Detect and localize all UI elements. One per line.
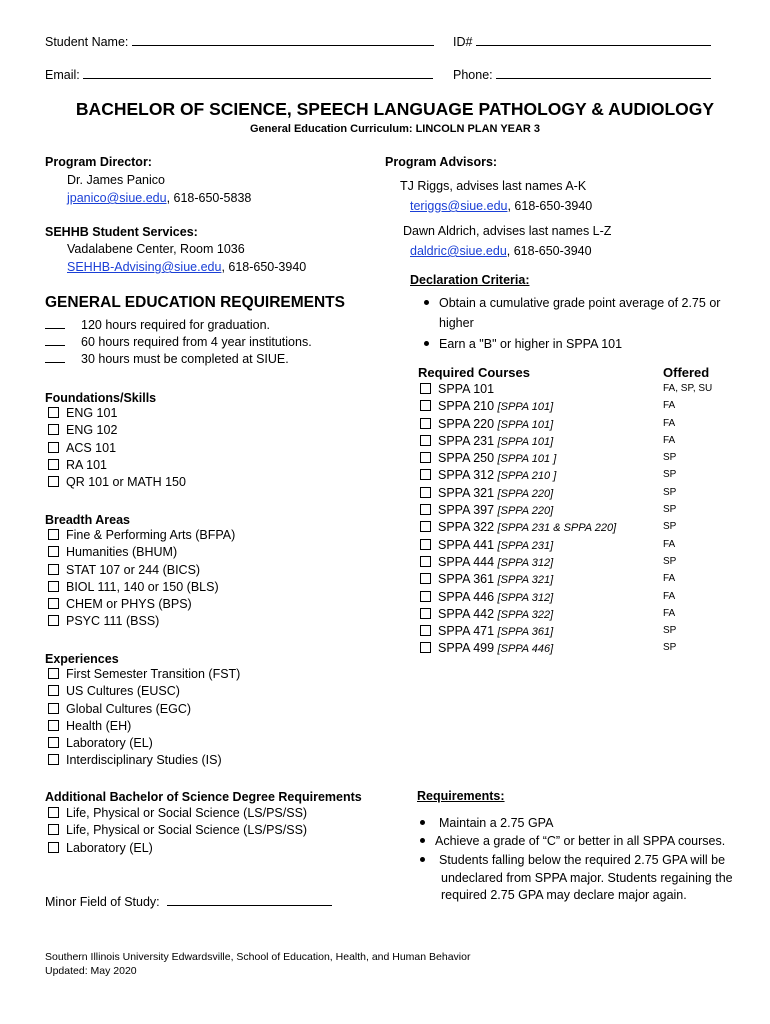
bullet-icon xyxy=(420,857,425,862)
declaration-item-1 xyxy=(424,296,720,310)
required-courses-heading: Required Courses xyxy=(418,365,530,380)
course-prereq: [SPPA 101] xyxy=(497,418,554,431)
offered-column xyxy=(663,380,712,657)
course-row[interactable] xyxy=(420,485,616,502)
list-item[interactable] xyxy=(48,544,235,561)
requirement-item-3-cont-1: undeclared from SPPA major. Students regaining the xyxy=(441,871,733,885)
id-label: ID# xyxy=(453,35,473,49)
requirements-heading: Requirements: xyxy=(417,789,505,803)
checkbox[interactable] xyxy=(420,625,431,636)
gen-ed-req-1 xyxy=(45,317,270,332)
course-name: SPPA 101 xyxy=(438,382,495,396)
offered-value: FA xyxy=(663,400,676,412)
offered-value: FA xyxy=(663,590,676,602)
course-row[interactable] xyxy=(420,398,616,415)
list-item[interactable] xyxy=(48,579,235,596)
checkbox[interactable] xyxy=(420,435,431,446)
list-item-label: First Semester Transition (FST) xyxy=(66,667,241,681)
checkbox[interactable] xyxy=(48,720,59,731)
checkbox[interactable] xyxy=(48,407,59,418)
course-row[interactable] xyxy=(420,519,616,536)
offered-value: SP xyxy=(663,625,677,637)
minor-label: Minor Field of Study: xyxy=(45,895,160,909)
course-row[interactable] xyxy=(420,554,616,571)
course-row[interactable] xyxy=(420,537,616,554)
course-prereq: [SPPA 220] xyxy=(497,505,554,518)
list-item-label: Global Cultures (EGC) xyxy=(66,701,192,716)
course-name: SPPA 441 xyxy=(438,537,495,552)
checkbox[interactable] xyxy=(48,476,59,487)
experiences-heading: Experiences xyxy=(45,652,119,666)
list-item-label: STAT 107 or 244 (BICS) xyxy=(66,562,201,577)
checkbox[interactable] xyxy=(48,842,59,853)
course-prereq: [SPPA 101] xyxy=(497,401,554,414)
checkbox[interactable] xyxy=(420,591,431,602)
email-field[interactable] xyxy=(45,66,433,82)
course-name: SPPA 361 xyxy=(438,572,495,587)
student-name-field[interactable] xyxy=(45,33,434,49)
experiences-list xyxy=(48,666,240,770)
course-row[interactable] xyxy=(420,433,616,450)
footer-institution: Southern Illinois University Edwardsville, School of Education, Health, and Human Behavior xyxy=(45,951,471,963)
offered-value: SP xyxy=(663,555,677,567)
list-item-label: Humanities (BHUM) xyxy=(66,545,178,560)
course-row[interactable] xyxy=(420,416,616,433)
gen-ed-req-2-text: 60 hours required from 4 year institutions. xyxy=(81,335,312,349)
offered-value: FA, SP, SU xyxy=(663,383,713,394)
checkbox[interactable] xyxy=(48,546,59,557)
course-prereq: [SPPA 312] xyxy=(497,591,554,604)
course-prereq: [SPPA 231 & SPPA 220] xyxy=(497,522,617,535)
program-advisors-heading: Program Advisors: xyxy=(385,155,498,169)
list-item[interactable] xyxy=(48,718,240,735)
checkbox[interactable] xyxy=(48,442,59,453)
checkbox[interactable] xyxy=(420,452,431,463)
list-item[interactable] xyxy=(48,562,235,579)
course-prereq: [SPPA 210 ] xyxy=(497,470,557,483)
declaration-item-2-text: Earn a "B" or higher in SPPA 101 xyxy=(439,337,623,351)
list-item-label: Life, Physical or Social Science (LS/PS/SS) xyxy=(66,823,308,838)
course-prereq: [SPPA 231] xyxy=(497,539,554,552)
offered-value: SP xyxy=(663,642,677,654)
list-item-label: Health (EH) xyxy=(66,718,132,733)
student-services-heading: SEHHB Student Services: xyxy=(45,225,198,239)
phone-line[interactable] xyxy=(496,66,711,79)
course-prereq: [SPPA 321] xyxy=(497,574,554,587)
course-row[interactable] xyxy=(420,606,616,623)
offered-heading: Offered xyxy=(663,365,710,380)
list-item-label: Laboratory (EL) xyxy=(66,736,153,751)
offered-value: FA xyxy=(663,607,676,619)
student-name-label: Student Name: xyxy=(45,35,129,49)
bullet-icon xyxy=(420,838,425,843)
advisor-2-phone: , 618-650-3940 xyxy=(506,244,592,258)
program-director-contact xyxy=(67,191,251,205)
list-item[interactable] xyxy=(48,527,235,544)
course-name: SPPA 312 xyxy=(438,468,495,483)
blank-line[interactable] xyxy=(45,334,65,346)
course-name: SPPA 446 xyxy=(438,589,495,604)
footer-updated: Updated: May 2020 xyxy=(45,965,137,977)
list-item[interactable] xyxy=(48,822,307,839)
program-director-name: Dr. James Panico xyxy=(67,173,165,187)
checkbox[interactable] xyxy=(420,608,431,619)
advisor-2-email-link[interactable]: daldric@siue.edu xyxy=(410,244,507,258)
list-item-label: QR 101 or MATH 150 xyxy=(66,475,186,490)
list-item-label: PSYC 111 (BSS) xyxy=(66,614,160,629)
offered-value: SP xyxy=(663,469,677,481)
checkbox[interactable] xyxy=(48,824,59,835)
list-item-label: Life, Physical or Social Science (LS/PS/SS) xyxy=(66,806,308,820)
list-item[interactable] xyxy=(48,596,235,613)
email-line[interactable] xyxy=(83,66,433,79)
checkbox[interactable] xyxy=(420,469,431,480)
list-item-label: ACS 101 xyxy=(66,440,117,455)
list-item[interactable] xyxy=(48,474,186,491)
course-row[interactable] xyxy=(420,589,616,606)
checkbox[interactable] xyxy=(48,668,59,679)
course-row[interactable] xyxy=(420,467,616,484)
program-director-heading: Program Director: xyxy=(45,155,152,169)
advisor-2-contact xyxy=(410,244,592,258)
page-title: BACHELOR OF SCIENCE, SPEECH LANGUAGE PATHOLOGY & AUDIOLOGY xyxy=(75,99,715,119)
additional-bs-heading: Additional Bachelor of Science Degree Requirements xyxy=(45,790,362,804)
checkbox[interactable] xyxy=(420,556,431,567)
course-prereq: [SPPA 446] xyxy=(497,643,554,656)
course-prereq: [SPPA 101] xyxy=(497,435,554,448)
requirement-item-1-text: Maintain a 2.75 GPA xyxy=(439,816,554,830)
course-name: SPPA 471 xyxy=(438,624,495,639)
requirement-item-2-text: Achieve a grade of “C” or better in all SPPA courses. xyxy=(435,834,726,848)
student-services-location: Vadalabene Center, Room 1036 xyxy=(67,242,245,256)
advisor-1-contact xyxy=(410,199,592,213)
list-item[interactable] xyxy=(48,457,186,474)
checkbox[interactable] xyxy=(48,807,59,818)
list-item-label: Laboratory (EL) xyxy=(66,840,153,855)
course-prereq: [SPPA 101 ] xyxy=(497,453,557,466)
offered-value: SP xyxy=(663,521,677,533)
list-item-label: Fine & Performing Arts (BFPA) xyxy=(66,528,236,542)
list-item[interactable] xyxy=(48,422,186,439)
offered-value: FA xyxy=(663,417,676,429)
checkbox[interactable] xyxy=(420,487,431,498)
requirement-item-3 xyxy=(420,853,725,867)
blank-line[interactable] xyxy=(45,317,65,329)
declaration-item-1-text: Obtain a cumulative grade point average of 2.75 or xyxy=(439,296,721,310)
requirement-item-2 xyxy=(420,834,725,848)
checkbox[interactable] xyxy=(420,418,431,429)
list-item-label: BIOL 111, 140 or 150 (BLS) xyxy=(66,579,219,594)
foundations-heading: Foundations/Skills xyxy=(45,391,157,405)
course-name: SPPA 321 xyxy=(438,485,495,500)
list-item-label: US Cultures (EUSC) xyxy=(66,684,180,699)
phone-label: Phone: xyxy=(453,68,493,82)
program-director-phone: , 618-650-5838 xyxy=(166,191,252,205)
email-label: Email: xyxy=(45,68,80,82)
course-name: SPPA 231 xyxy=(438,433,495,448)
checkbox[interactable] xyxy=(48,685,59,696)
course-row[interactable] xyxy=(420,640,616,657)
student-services-phone: , 618-650-3940 xyxy=(221,260,307,274)
advisor-1-phone: , 618-650-3940 xyxy=(507,199,593,213)
advisor-2: Dawn Aldrich, advises last names L-Z xyxy=(403,224,612,238)
list-item[interactable] xyxy=(48,735,240,752)
list-item[interactable] xyxy=(48,805,307,822)
list-item-label: ENG 102 xyxy=(66,423,118,438)
list-item-label: CHEM or PHYS (BPS) xyxy=(66,597,192,612)
gen-ed-req-2 xyxy=(45,334,312,349)
course-prereq: [SPPA 312] xyxy=(497,556,554,569)
offered-value: SP xyxy=(663,504,677,516)
checkbox[interactable] xyxy=(420,642,431,653)
checkbox[interactable] xyxy=(420,539,431,550)
id-line[interactable] xyxy=(476,33,711,46)
checkbox[interactable] xyxy=(48,581,59,592)
list-item[interactable] xyxy=(48,701,240,718)
declaration-item-2 xyxy=(424,337,622,351)
checkbox[interactable] xyxy=(48,564,59,575)
checkbox[interactable] xyxy=(48,615,59,626)
gen-ed-req-1-text: 120 hours required for graduation. xyxy=(81,318,271,332)
breadth-heading: Breadth Areas xyxy=(45,513,130,527)
course-prereq: [SPPA 361] xyxy=(497,626,554,639)
list-item[interactable] xyxy=(48,840,307,857)
foundations-list xyxy=(48,405,186,491)
student-name-line[interactable] xyxy=(132,33,434,46)
course-name: SPPA 322 xyxy=(438,520,495,535)
offered-value: FA xyxy=(663,573,676,585)
checkbox[interactable] xyxy=(420,521,431,532)
course-row[interactable] xyxy=(420,381,616,398)
list-item[interactable] xyxy=(48,613,235,630)
breadth-list xyxy=(48,527,235,631)
checkbox[interactable] xyxy=(48,737,59,748)
advisor-1-email-link[interactable]: teriggs@siue.edu xyxy=(410,199,508,213)
bullet-icon xyxy=(424,341,429,346)
minor-line[interactable] xyxy=(167,893,332,906)
checkbox[interactable] xyxy=(48,598,59,609)
course-prereq: [SPPA 322] xyxy=(497,608,554,621)
phone-field[interactable] xyxy=(453,66,711,82)
course-row[interactable] xyxy=(420,623,616,640)
checkbox[interactable] xyxy=(420,400,431,411)
gen-ed-req-3 xyxy=(45,351,289,366)
course-prereq: [SPPA 220] xyxy=(497,487,554,500)
checkbox[interactable] xyxy=(48,529,59,540)
checkbox[interactable] xyxy=(420,504,431,515)
page-subtitle: General Education Curriculum: LINCOLN PLAN YEAR 3 xyxy=(249,123,541,135)
list-item[interactable] xyxy=(48,683,240,700)
list-item[interactable] xyxy=(48,440,186,457)
checkbox[interactable] xyxy=(48,424,59,435)
course-name: SPPA 250 xyxy=(438,451,495,466)
required-courses-list xyxy=(420,381,616,658)
list-item-label: ENG 101 xyxy=(66,406,118,420)
offered-value: FA xyxy=(663,538,676,550)
id-field[interactable] xyxy=(453,33,711,49)
checkbox[interactable] xyxy=(420,383,431,394)
list-item-label: RA 101 xyxy=(66,457,108,472)
course-row[interactable] xyxy=(420,502,616,519)
checkbox[interactable] xyxy=(48,703,59,714)
advisor-1: TJ Riggs, advises last names A-K xyxy=(400,179,587,193)
list-item[interactable] xyxy=(48,405,186,422)
list-item[interactable] xyxy=(48,666,240,683)
declaration-heading: Declaration Criteria: xyxy=(410,273,530,287)
course-name: SPPA 444 xyxy=(438,554,495,569)
list-item[interactable] xyxy=(48,752,240,769)
gen-ed-req-3-text: 30 hours must be completed at SIUE. xyxy=(81,352,289,366)
offered-value: SP xyxy=(663,486,677,498)
bullet-icon xyxy=(424,300,429,305)
course-row[interactable] xyxy=(420,450,616,467)
course-row[interactable] xyxy=(420,571,616,588)
course-name: SPPA 499 xyxy=(438,641,495,656)
requirement-item-3-cont-2: required 2.75 GPA may declare major again. xyxy=(441,888,687,902)
course-name: SPPA 397 xyxy=(438,503,495,518)
student-services-contact xyxy=(67,260,306,274)
offered-value: FA xyxy=(663,434,676,446)
checkbox[interactable] xyxy=(48,754,59,765)
course-name: SPPA 210 xyxy=(438,399,495,414)
checkbox[interactable] xyxy=(420,573,431,584)
bullet-icon xyxy=(420,820,425,825)
list-item-label: Interdisciplinary Studies (IS) xyxy=(66,753,222,768)
course-name: SPPA 220 xyxy=(438,416,495,431)
blank-line[interactable] xyxy=(45,351,65,363)
student-services-email-link[interactable]: SEHHB-Advising@siue.edu xyxy=(67,260,222,274)
program-director-email-link[interactable]: jpanico@siue.edu xyxy=(67,191,167,205)
additional-bs-list xyxy=(48,805,307,857)
offered-value: SP xyxy=(663,452,677,464)
requirement-item-1 xyxy=(420,816,553,830)
checkbox[interactable] xyxy=(48,459,59,470)
course-name: SPPA 442 xyxy=(438,606,495,621)
gen-ed-heading: GENERAL EDUCATION REQUIREMENTS xyxy=(45,294,345,311)
minor-field[interactable] xyxy=(45,893,332,909)
requirement-item-3-text: Students falling below the required 2.75 GPA will be xyxy=(439,853,726,867)
declaration-item-1-cont: higher xyxy=(439,316,474,330)
